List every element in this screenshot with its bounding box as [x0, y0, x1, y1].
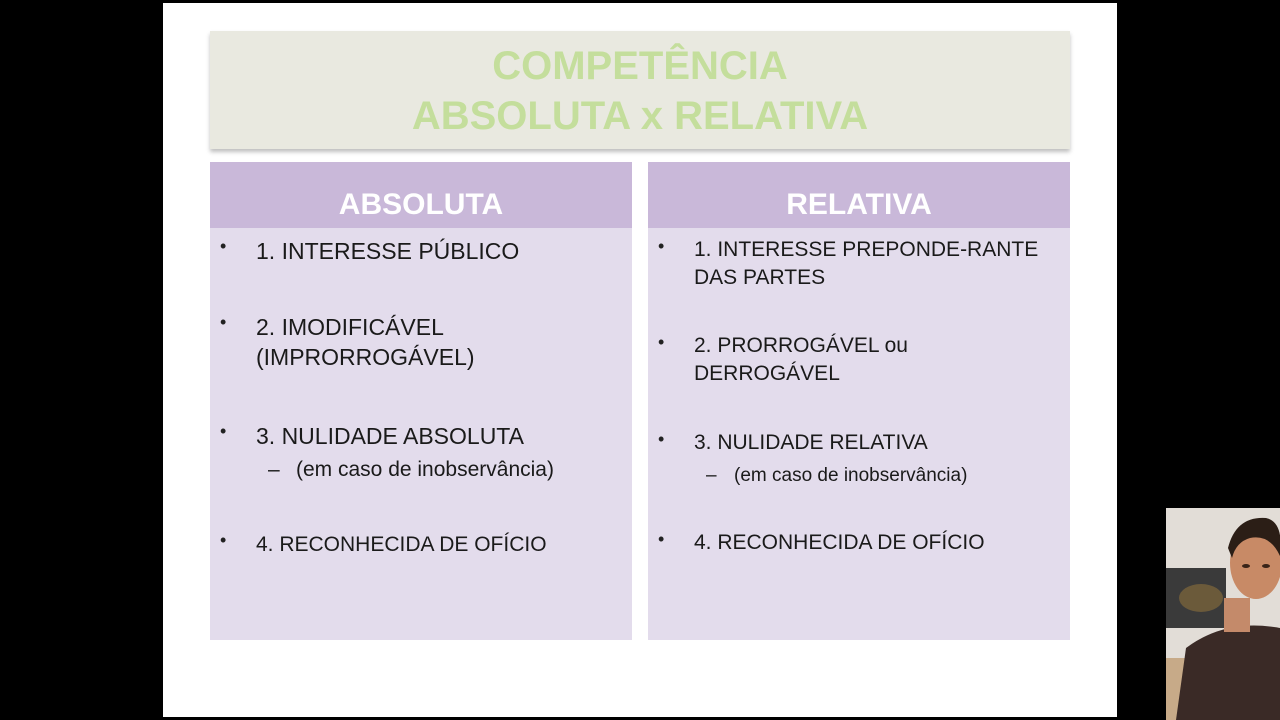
list-item-line: (IMPRORROGÁVEL): [256, 344, 475, 370]
list-item-text: [694, 429, 1062, 457]
column-absoluta: [210, 162, 632, 640]
dash-icon: –: [268, 458, 280, 481]
bullet-icon: •: [220, 236, 227, 256]
list-item-line: 1. INTERESSE PREPONDE-RANTE: [694, 238, 1039, 261]
list-subitem-text: (em caso de inobservância): [296, 458, 554, 481]
bullet-icon: •: [220, 421, 227, 441]
bullet-icon: •: [220, 312, 227, 332]
list-item-text: [694, 529, 1062, 557]
presentation-slide: [163, 3, 1117, 717]
bullet-icon: •: [658, 332, 665, 352]
list-item-line: 2. PRORROGÁVEL ou: [694, 334, 908, 357]
list-item-text: [256, 421, 624, 451]
slide-title-line-1: COMPETÊNCIA: [492, 44, 788, 88]
list-item-text: [256, 236, 624, 266]
slide-title-line-2: ABSOLUTA x RELATIVA: [411, 94, 869, 138]
list-item-text: [256, 312, 624, 372]
list-item-line: 1. INTERESSE PÚBLICO: [256, 238, 520, 264]
list-item-line: 4. RECONHECIDA DE OFÍCIO: [256, 533, 547, 556]
presenter-video-image: [1166, 508, 1280, 720]
column-header-absoluta: ABSOLUTA: [210, 162, 632, 228]
column-relativa: [648, 162, 1070, 640]
list-item-text: [694, 236, 1062, 292]
list-subitem-text: (em caso de inobservância): [734, 465, 968, 486]
webcam-overlay: [1166, 508, 1280, 720]
list-item-line: DAS PARTES: [694, 266, 826, 289]
list-item-text: [694, 332, 1062, 388]
slide-title-box: [210, 31, 1070, 149]
list-subitem: [268, 456, 626, 484]
list-item-line: 4. RECONHECIDA DE OFÍCIO: [694, 531, 985, 554]
bullet-icon: •: [658, 529, 665, 549]
column-header-relativa: RELATIVA: [648, 162, 1070, 228]
bullet-icon: •: [658, 236, 665, 256]
dash-icon: –: [706, 465, 717, 486]
bullet-icon: •: [658, 429, 665, 449]
list-item-line: 3. NULIDADE ABSOLUTA: [256, 423, 524, 449]
list-item-line: DERROGÁVEL: [694, 362, 840, 385]
list-subitem: [706, 462, 1064, 490]
list-item-text: [256, 530, 624, 560]
list-item-line: 2. IMODIFICÁVEL: [256, 314, 444, 340]
list-item-line: 3. NULIDADE RELATIVA: [694, 431, 928, 454]
bullet-icon: •: [220, 530, 227, 550]
